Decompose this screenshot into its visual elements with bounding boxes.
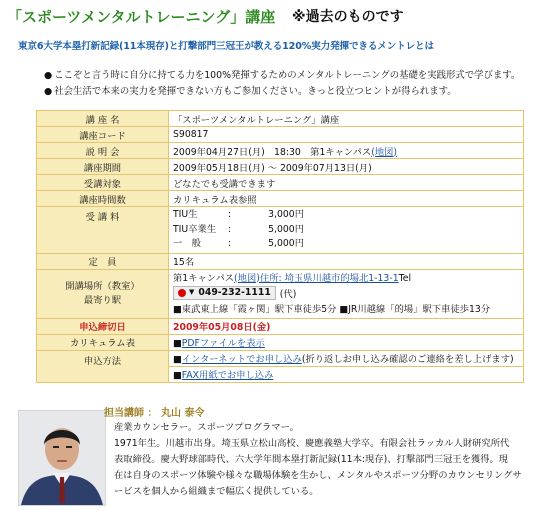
value-target: どなたでも受講できます <box>169 175 524 191</box>
value-period: 2009年05月18日(月) ～ 2009年07月13日(月) <box>169 159 524 175</box>
course-info-table <box>36 110 524 383</box>
value-schedule: カリキュラム表参照 <box>169 191 524 207</box>
bullet-mark: ● <box>44 86 53 97</box>
pdf-link[interactable]: PDFファイルを表示 <box>181 338 265 349</box>
label-period: 講座期間 <box>37 159 169 175</box>
value-fee <box>169 207 524 254</box>
value-course-name: 「スポーツメンタルトレーニング」講座 <box>169 111 524 127</box>
label-course-name: 講 座 名 <box>37 111 169 127</box>
row-venue <box>37 269 524 318</box>
instructor-photo <box>18 410 106 506</box>
value-venue: 第1キャンパス(地図)住所: 埼玉県川越市的場北1-13-1Tel ▼ 049-232-1111 (代) ■東武東上線「霞ヶ関」駅下車徒歩5分 ■JR川越線「的場」駅下車徒歩13分 <box>169 269 524 318</box>
label-venue: 開講場所（教室） 最寄り駅 <box>37 269 169 318</box>
row-curriculum: カリキュラム表 ■PDFファイルを表示 <box>37 334 524 350</box>
instructor-bio <box>114 420 534 500</box>
instructor-heading: 担当講師 ： 丸山 泰令 <box>104 408 205 419</box>
row-fee <box>37 207 524 254</box>
bio-line: 産業カウンセラー。スポーツプログラマー。 <box>114 422 299 433</box>
row-schedule <box>37 191 524 207</box>
bio-line: 在は自身のスポーツ体験や様々な職場体験を生かし、メンタルやスポーツ分野のカウンセリングサ <box>114 470 522 481</box>
label-schedule: 講座時間数 <box>37 191 169 207</box>
row-target <box>37 175 524 191</box>
station-info: ■東武東上線「霞ヶ関」駅下車徒歩5分 ■JR川越線「的場」駅下車徒歩13分 <box>173 303 491 315</box>
label-target: 受講対象 <box>37 175 169 191</box>
fee-row: TIU卒業生 : 5,000円 <box>173 223 304 235</box>
page-subtitle: 東京6大学本塁打新記録(11本現存)と打撃部門三冠王が教える120%実力発揮できるメントレとは <box>18 41 434 52</box>
map-link-venue[interactable]: (地図)住所: 埼玉県川越市的場北1-13-1 <box>234 272 399 284</box>
row-apply: 申込方法 ■インターネットでお申し込み(折り返しお申し込み確認のご連絡を差し上げます) <box>37 350 524 366</box>
intro-bullet-2: ● 社会生活で本来の実力を発揮できない方もご参加ください。きっと役立つヒントが得られます。 <box>44 86 457 97</box>
dropdown-arrow-icon: ▼ <box>189 288 195 296</box>
row-course-code <box>37 127 524 143</box>
row-info-session <box>37 143 524 159</box>
past-notice: ※過去のものです <box>292 9 404 25</box>
fee-row: TIU生 : 3,000円 <box>173 209 304 220</box>
label-course-code: 講座コード <box>37 127 169 143</box>
fee-row: 一 般 : 5,000円 <box>173 238 304 249</box>
intro-bullet-1: ● ここぞと言う時に自分に持てる力を100%発揮するためのメンタルトレーニングの基礎を実践形式で学びます。 <box>44 70 521 81</box>
bio-line: 表取締役。慶大野球部時代、六大学年間本塁打新記録(11本:現存)、打撃部門三冠王を獲得。現 <box>114 454 509 465</box>
label-capacity: 定 員 <box>37 253 169 269</box>
bullet-mark: ● <box>44 70 53 81</box>
value-info-session: 2009年04月27日(月) 18:30 第1キャンパス <box>173 146 372 158</box>
fax-apply-link[interactable]: FAX用紙でお申し込み <box>181 370 274 381</box>
label-apply: 申込方法 <box>37 350 169 382</box>
label-curriculum: カリキュラム表 <box>37 334 169 350</box>
row-capacity <box>37 253 524 269</box>
phone-number: 049-232-1111 <box>198 287 271 298</box>
page-title: 「スポーツメンタルトレーニング」講座 <box>7 8 276 26</box>
value-capacity: 15名 <box>169 253 524 269</box>
label-deadline: 申込締切日 <box>37 318 169 334</box>
instructor-portrait-icon <box>19 411 105 505</box>
row-course-name <box>37 111 524 127</box>
bio-line: 1971年生。川越市出身。埼玉県立松山高校、慶應義塾大学卒。有限会社ラッカル人財研究所代 <box>114 438 510 449</box>
row-apply-fax: ■FAX用紙でお申し込み <box>37 366 524 382</box>
bio-line: ービスを個人から組織まで幅広く提供している。 <box>114 486 319 497</box>
map-link-session[interactable]: (地図) <box>371 146 398 158</box>
phone-widget[interactable] <box>173 286 276 300</box>
internet-apply-link[interactable]: インターネットでお申し込み <box>181 354 302 365</box>
value-course-code: S90817 <box>169 127 524 143</box>
label-fee: 受 講 料 <box>37 207 169 254</box>
intro-bullets <box>44 68 534 100</box>
label-info-session: 説 明 会 <box>37 143 169 159</box>
row-period <box>37 159 524 175</box>
flag-icon <box>178 289 186 297</box>
value-deadline: 2009年05月08日(金) <box>169 318 524 334</box>
row-deadline <box>37 318 524 334</box>
